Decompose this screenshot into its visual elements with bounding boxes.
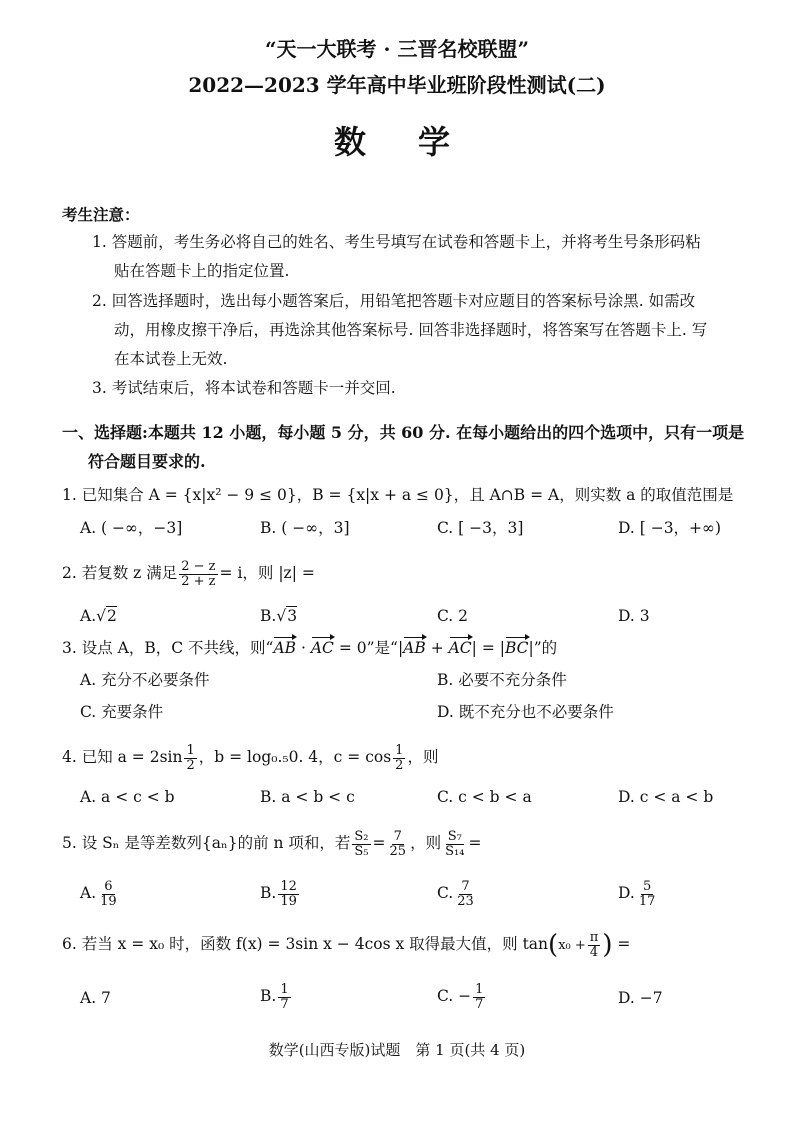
denominator: 7 xyxy=(475,996,484,1012)
numerator: 7 xyxy=(461,878,470,894)
question-6-part-1: 6. 若当 x = x₀ 时，函数 f(x) = 3sin x − 4cos x 取得最大值，则 tan xyxy=(62,935,549,953)
question-2-option-c: C. 2 xyxy=(437,607,469,625)
denominator: 17 xyxy=(638,893,656,909)
question-5-stem xyxy=(62,826,481,860)
question-4-option-a: A. a < c < b xyxy=(80,788,175,806)
option-fraction xyxy=(473,983,485,1012)
question-3-option-a: A. 充分不必要条件 xyxy=(80,671,210,689)
question-6-option-c xyxy=(437,979,487,1013)
pi-over-4 xyxy=(588,931,601,960)
equals: = xyxy=(372,834,386,852)
question-6-option-b xyxy=(260,979,293,1013)
numerator: 1 xyxy=(475,981,484,997)
question-4-option-c: C. c < b < a xyxy=(437,788,532,806)
seven: 7 xyxy=(393,828,402,844)
numerator: 12 xyxy=(280,878,297,894)
question-2-option-b-label: B. xyxy=(260,607,277,625)
section-1-heading-cont: 符合题目要求的. xyxy=(88,452,206,471)
option-label: B. xyxy=(260,987,277,1005)
question-5-option-b xyxy=(260,876,301,910)
left-paren-icon: ( xyxy=(548,930,559,960)
question-5-ratio-1 xyxy=(352,830,370,859)
numerator: 5 xyxy=(642,878,652,894)
question-1-option-c: C. [ −3，3] xyxy=(437,519,524,537)
vector-bc: BC xyxy=(504,639,529,657)
question-6-part-2: = xyxy=(617,935,631,953)
vector-ab: AB xyxy=(273,639,297,657)
notice-item-2-line-3: 在本试卷上无效. xyxy=(114,350,228,368)
question-5-ratio-2 xyxy=(388,830,409,859)
four: 4 xyxy=(589,944,599,960)
question-1-option-d: D. [ −3，+∞) xyxy=(618,519,721,537)
denominator: 19 xyxy=(280,893,297,909)
question-5-part-1: 5. 设 Sₙ 是等差数列{aₙ}的前 n 项和，若 xyxy=(62,834,351,852)
notice-title: 考生注意： xyxy=(62,205,140,224)
plus-operator: + xyxy=(425,639,449,657)
question-5-part-2: ，则 xyxy=(410,834,442,852)
notice-item-1-line-2: 贴在答题卡上的指定位置. xyxy=(114,262,290,280)
question-5-option-a xyxy=(80,876,121,910)
vector-ac: AC xyxy=(310,639,334,657)
dot-operator: · xyxy=(296,639,311,657)
denominator: 19 xyxy=(100,893,117,909)
notice-item-3: 3. 考试结束后，将本试卷和答题卡一并交回. xyxy=(92,379,396,397)
denominator: 23 xyxy=(457,893,474,909)
page-footer: 数学(山西专版)试题 第 1 页(共 4 页) xyxy=(268,1041,526,1059)
option-fraction xyxy=(98,880,119,909)
subject-title: 数 学 xyxy=(333,123,460,161)
question-4-part-3: ，则 xyxy=(407,748,439,766)
option-label: B. xyxy=(260,884,277,902)
vector-ac-2: AC xyxy=(448,639,472,657)
question-6-option-a: A. 7 xyxy=(80,989,111,1007)
question-5-option-c xyxy=(437,876,478,910)
half-denominator: 2 xyxy=(186,757,195,773)
question-4-option-b: B. a < b < c xyxy=(260,788,355,806)
question-6-option-d: D. −7 xyxy=(618,989,663,1007)
question-4-option-d: D. c < a < b xyxy=(618,788,714,806)
question-5-part-3: = xyxy=(468,834,482,852)
question-4-half-2 xyxy=(393,744,405,773)
pi: π xyxy=(589,929,599,945)
s5: S₅ xyxy=(354,843,369,859)
question-2-suffix: = i，则 |z| = xyxy=(219,564,315,582)
s7: S₇ xyxy=(447,828,462,844)
option-label: D. xyxy=(618,884,635,902)
question-3-option-b: B. 必要不充分条件 xyxy=(437,671,567,689)
option-label: C. xyxy=(437,884,454,902)
half-numerator: 1 xyxy=(395,742,404,758)
question-5-ratio-3 xyxy=(443,830,466,859)
question-3-prefix: 3. 设点 A，B，C 不共线，则“ xyxy=(62,639,274,657)
option-fraction xyxy=(278,880,299,909)
sqrt-icon: √ xyxy=(96,607,107,625)
equals-abs: | = | xyxy=(471,639,505,657)
question-2-denominator: 2 + z xyxy=(181,573,216,589)
question-1-option-a: A. ( −∞，−3] xyxy=(80,519,183,537)
question-3-option-c: C. 充要条件 xyxy=(80,703,164,721)
question-3-mid: = 0”是“| xyxy=(333,639,404,657)
right-paren-icon: ) xyxy=(602,930,613,960)
notice-item-2-line-2: 动，用橡皮擦干净后，再选涂其他答案标号. 回答非选择题时，将答案写在答题卡上. 写 xyxy=(114,321,708,339)
question-1-stem: 1. 已知集合 A = {x|x² − 9 ≤ 0}，B = {x|x + a ≤ 0}，且 A∩B = A，则实数 a 的取值范围是 xyxy=(62,486,734,504)
vector-ab-2: AB xyxy=(403,639,426,657)
option-label: C. − xyxy=(437,987,472,1005)
question-2-option-d: D. 3 xyxy=(618,607,650,625)
half-denominator: 2 xyxy=(395,757,404,773)
half-numerator: 1 xyxy=(186,742,195,758)
question-6-inner: x₀ + xyxy=(558,938,586,953)
sqrt-icon: √ xyxy=(276,607,287,625)
question-2-option-a-label: A. xyxy=(80,607,97,625)
denominator: 7 xyxy=(280,996,289,1012)
option-label: A. xyxy=(80,884,97,902)
question-3-stem xyxy=(62,638,557,658)
notice-item-1-line-1: 1. 答题前，考生务必将自己的姓名、考生号填写在试卷和答题卡上，并将考生号条形码粘 xyxy=(92,233,701,251)
question-1-option-b: B. ( −∞，3] xyxy=(260,519,350,537)
question-4-part-1: 4. 已知 a = 2sin xyxy=(62,748,183,766)
question-3-suffix: |”的 xyxy=(528,639,558,657)
numerator: 1 xyxy=(280,981,289,997)
question-2-numerator: 2 − z xyxy=(181,558,216,574)
exam-title: 2022—2023 学年高中毕业班阶段性测试(二) xyxy=(188,73,606,97)
twenty-five: 25 xyxy=(389,843,407,859)
question-2-stem xyxy=(62,556,315,590)
question-4-half-1 xyxy=(184,744,196,773)
s2: S₂ xyxy=(354,828,369,844)
question-3-option-d: D. 既不充分也不必要条件 xyxy=(437,703,614,721)
notice-item-2-line-1: 2. 回答选择题时，选出每小题答案后，用铅笔把答题卡对应题目的答案标号涂黑. 如需改 xyxy=(92,292,696,310)
numerator: 6 xyxy=(104,878,113,894)
question-2-prefix: 2. 若复数 z 满足 xyxy=(62,564,178,582)
section-1-heading: 一、选择题:本题共 12 小题，每小题 5 分，共 60 分. 在每小题给出的四个选项中，只有一项是 xyxy=(62,423,745,442)
s14: S₁₄ xyxy=(445,843,465,859)
question-6-stem xyxy=(62,927,630,963)
question-2-option-a-value: 2 xyxy=(107,607,117,625)
question-4-stem xyxy=(62,740,438,774)
question-2-option-b xyxy=(260,606,297,626)
option-fraction xyxy=(278,983,290,1012)
question-5-option-d xyxy=(618,876,659,910)
question-2-option-a xyxy=(80,606,117,626)
option-fraction xyxy=(637,880,658,909)
question-2-option-b-value: 3 xyxy=(287,607,298,625)
option-fraction xyxy=(455,880,476,909)
alliance-title: “天一大联考 · 三晋名校联盟” xyxy=(265,37,529,61)
question-4-part-2: ，b = log₀.₅0. 4，c = cos xyxy=(198,748,392,766)
question-2-fraction xyxy=(179,560,217,589)
